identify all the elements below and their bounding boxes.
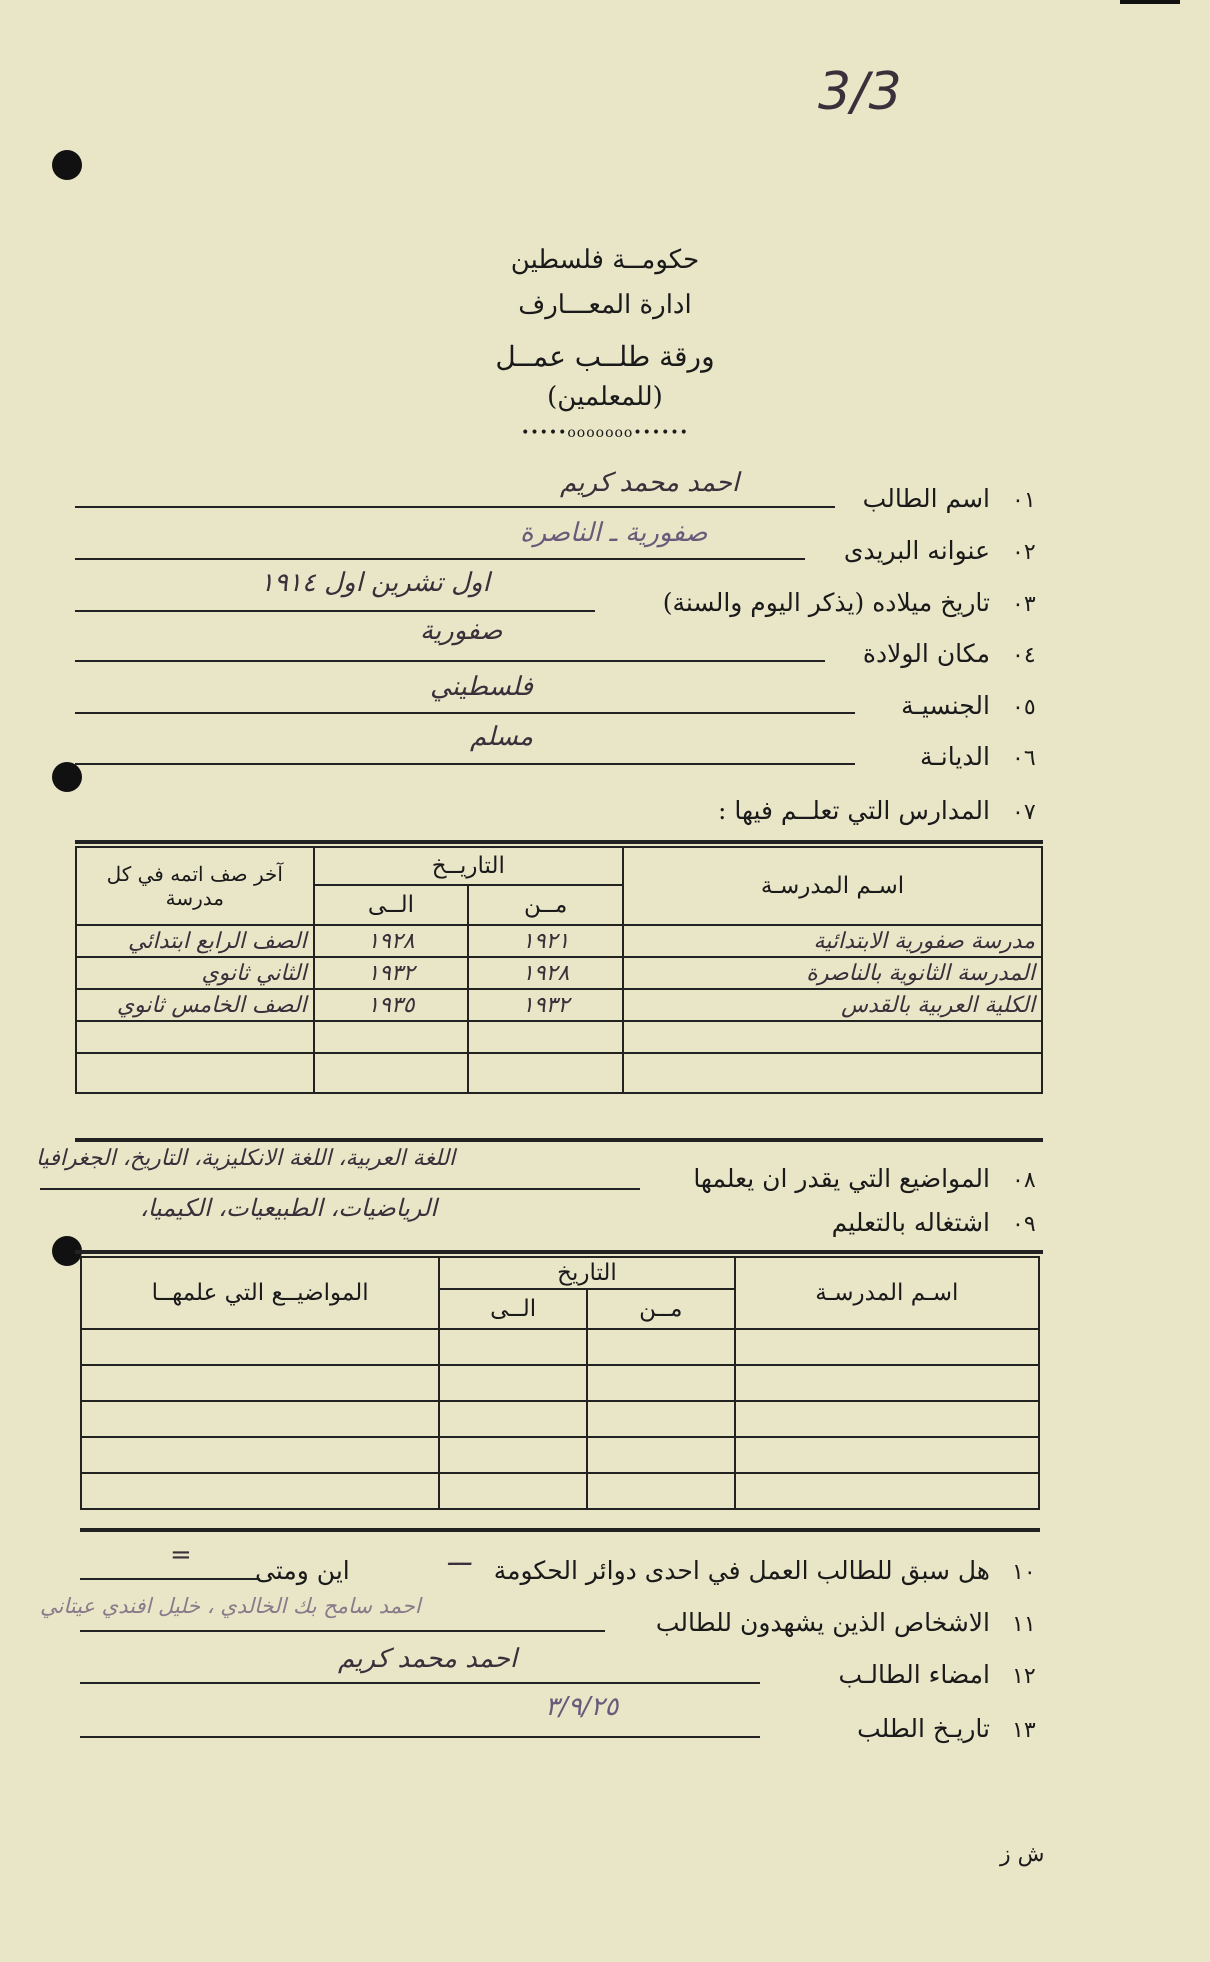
- department-title: ادارة المعـــارف: [518, 290, 692, 320]
- table-row: [76, 1053, 1042, 1093]
- postal-address: صفورية ـ الناصرة: [520, 518, 708, 548]
- cell-from: ١٩٢٨: [468, 957, 623, 989]
- field-label-application-date: تاريـخ الطلب: [857, 1714, 990, 1743]
- header-to: الــى: [439, 1289, 587, 1329]
- cell-class: [76, 1021, 314, 1053]
- field-line-where-when: [80, 1578, 260, 1580]
- cell-from: [587, 1329, 735, 1365]
- cell-to: ١٩٣٢: [314, 957, 469, 989]
- birth-date: اول تشرين اول ١٩١٤: [260, 568, 490, 598]
- cell-subjects: [81, 1329, 439, 1365]
- cell-school: [623, 1053, 1042, 1093]
- birth-place: صفورية: [420, 616, 503, 646]
- header-last-class: آخر صف اتمه في كل مدرسة: [76, 847, 314, 925]
- field-label-subjects: المواضيع التي يقدر ان يعلمها: [693, 1164, 990, 1193]
- field-line-religion: [75, 763, 855, 765]
- table-header-row: [76, 847, 1042, 885]
- field-number: ٠٦: [1012, 746, 1036, 771]
- cell-school: مدرسة صفورية الابتدائية: [623, 925, 1042, 957]
- field-number: ٠٧: [1012, 800, 1036, 825]
- table-row: [76, 957, 1042, 989]
- nationality: فلسطيني: [430, 672, 533, 702]
- field-label-birthplace: مكان الولادة: [862, 639, 990, 668]
- field-number: ٠٨: [1012, 1168, 1036, 1193]
- schools-table: [75, 846, 1043, 1094]
- cell-to: [314, 1053, 469, 1093]
- cell-school: [735, 1473, 1039, 1509]
- form-title: ورقة طلــب عمــل: [495, 340, 715, 373]
- decorative-divider: ••••••ooooooo•••••: [521, 425, 689, 441]
- footer-code: ش ز: [1000, 1842, 1045, 1867]
- field-line-nationality: [75, 712, 855, 714]
- cell-to: [439, 1329, 587, 1365]
- govt-service-answer: ـــ: [448, 1542, 471, 1572]
- cell-class: [76, 1053, 314, 1093]
- header-from: مــن: [468, 885, 623, 925]
- field-label-religion: الديانـة: [920, 742, 990, 771]
- cell-to: [439, 1401, 587, 1437]
- table-header-row: [81, 1257, 1039, 1289]
- teachable-subjects-continued: الرياضيات، الطبيعيات، الكيميا،: [140, 1194, 438, 1222]
- table-row: [81, 1437, 1039, 1473]
- cell-from: ١٩٣٢: [468, 989, 623, 1021]
- cell-to: [439, 1437, 587, 1473]
- field-label-nationality: الجنسيـة: [901, 691, 990, 720]
- header-subjects-taught: المواضيــع التي علمهــا: [81, 1257, 439, 1329]
- cell-from: [468, 1021, 623, 1053]
- cell-to: ١٩٣٥: [314, 989, 469, 1021]
- cell-from: [587, 1401, 735, 1437]
- field-number: ٠٢: [1012, 540, 1036, 565]
- form-subtitle: (للمعلمين): [547, 382, 663, 412]
- table-row: [81, 1365, 1039, 1401]
- table-row: [81, 1401, 1039, 1437]
- page-number-note: 3/3: [818, 62, 902, 122]
- cell-class: الصف الرابع ابتدائي: [76, 925, 314, 957]
- field-line-birthdate: [75, 610, 595, 612]
- field-label-govt-service: هل سبق للطالب العمل في احدى دوائر الحكومة: [493, 1556, 990, 1585]
- header-to: الــى: [314, 885, 469, 925]
- field-number: ١٠: [1012, 1560, 1036, 1585]
- table-row: [76, 989, 1042, 1021]
- field-line-name: [75, 506, 835, 508]
- cell-from: [587, 1437, 735, 1473]
- application-date: ٣/٩/٢٥: [545, 1692, 619, 1722]
- references: احمد سامح بك الخالدي ، خليل افندي عيتاني: [40, 1594, 421, 1618]
- field-number: ٠٣: [1012, 592, 1036, 617]
- table-row: [76, 925, 1042, 957]
- cell-to: [314, 1021, 469, 1053]
- cell-to: ١٩٢٨: [314, 925, 469, 957]
- field-number: ٠٩: [1012, 1212, 1036, 1237]
- table-row: [76, 1021, 1042, 1053]
- cell-to: [439, 1365, 587, 1401]
- field-label-where-when: اين ومتى: [255, 1556, 350, 1585]
- field-label-references: الاشخاص الذين يشهدون للطالب: [655, 1608, 990, 1637]
- header-from: مــن: [587, 1289, 735, 1329]
- cell-subjects: [81, 1473, 439, 1509]
- field-line-birthplace: [75, 660, 825, 662]
- table-top-rule: [75, 840, 1043, 844]
- field-label-name: اسم الطالب: [862, 484, 990, 513]
- header-date: التاريخ: [439, 1257, 734, 1289]
- field-line-application-date: [80, 1736, 760, 1738]
- cell-subjects: [81, 1437, 439, 1473]
- applicant-signature: احمد محمد كريم: [338, 1644, 518, 1674]
- cell-to: [439, 1473, 587, 1509]
- cell-class: الثاني ثانوي: [76, 957, 314, 989]
- field-number: ١٣: [1012, 1718, 1036, 1743]
- cell-subjects: [81, 1401, 439, 1437]
- teaching-table: [80, 1256, 1040, 1510]
- field-number: ١١: [1012, 1612, 1036, 1637]
- cell-from: [587, 1365, 735, 1401]
- field-number: ٠١: [1012, 488, 1036, 513]
- field-line-references: [80, 1630, 605, 1632]
- cell-school: [735, 1365, 1039, 1401]
- field-line-signature: [80, 1682, 760, 1684]
- field-label-signature: امضاء الطالـب: [838, 1660, 990, 1689]
- table-top-rule: [75, 1250, 1043, 1254]
- cell-from: [468, 1053, 623, 1093]
- cell-subjects: [81, 1365, 439, 1401]
- cell-school: [623, 1021, 1042, 1053]
- cell-class: الصف الخامس ثانوي: [76, 989, 314, 1021]
- field-line-address: [75, 558, 805, 560]
- field-label-schools: المدارس التي تعلــم فيها :: [717, 796, 990, 825]
- cell-from: [587, 1473, 735, 1509]
- teachable-subjects: اللغة العربية، اللغة الانكليزية، التاريخ، الجغرافيا: [36, 1146, 456, 1171]
- page-edge-mark: [1120, 0, 1180, 4]
- table-bottom-rule: [80, 1528, 1040, 1532]
- government-title: حكومــة فلسطين: [510, 245, 700, 275]
- punch-hole-middle: [52, 762, 82, 792]
- table-bottom-rule: [75, 1138, 1043, 1142]
- field-label-address: عنوانه البريدى: [843, 536, 990, 565]
- header-date: التاريــخ: [314, 847, 623, 885]
- field-number: ٠٤: [1012, 643, 1036, 668]
- field-line-subjects: [40, 1188, 640, 1190]
- field-label-teaching-experience: اشتغاله بالتعليم: [831, 1208, 990, 1237]
- cell-school: [735, 1437, 1039, 1473]
- field-label-birthdate: تاريخ ميلاده (يذكر اليوم والسنة): [662, 588, 990, 617]
- header-school-name: اسـم المدرسـة: [623, 847, 1042, 925]
- table-row: [81, 1329, 1039, 1365]
- where-when-answer: =: [170, 1540, 192, 1570]
- applicant-name: احمد محمد كريم: [560, 468, 740, 498]
- cell-school: المدرسة الثانوية بالناصرة: [623, 957, 1042, 989]
- punch-hole-top: [52, 150, 82, 180]
- cell-from: ١٩٢١: [468, 925, 623, 957]
- field-number: ١٢: [1012, 1664, 1036, 1689]
- cell-school: [735, 1329, 1039, 1365]
- field-number: ٠٥: [1012, 695, 1036, 720]
- cell-school: الكلية العربية بالقدس: [623, 989, 1042, 1021]
- header-school-name: اسـم المدرسـة: [735, 1257, 1039, 1329]
- table-row: [81, 1473, 1039, 1509]
- religion: مسلم: [470, 722, 534, 752]
- cell-school: [735, 1401, 1039, 1437]
